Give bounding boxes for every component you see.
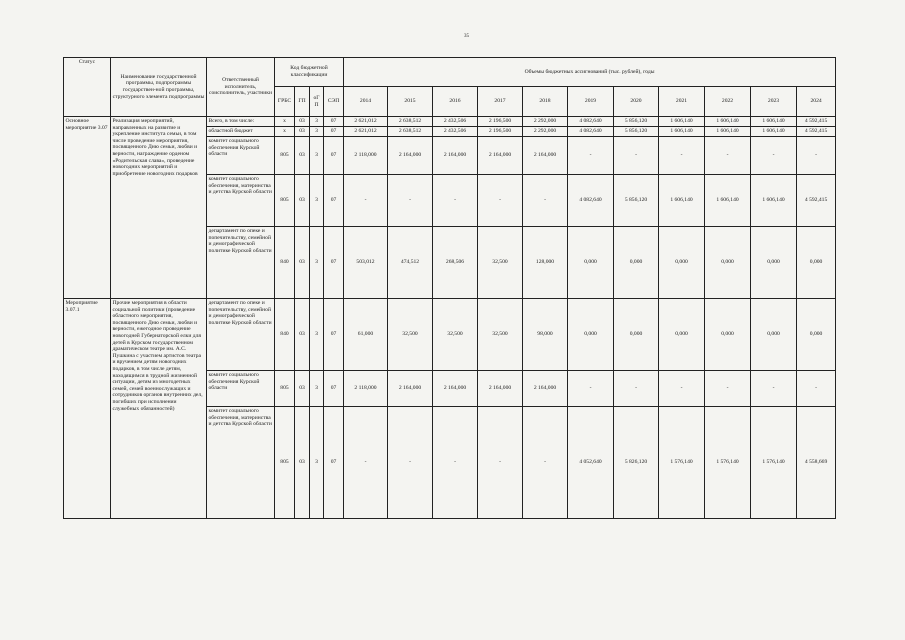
row-gp: 03 [295,117,310,127]
value-cell: 2 196,500 [478,127,523,137]
header-status: Статус [64,58,111,117]
row-grbs: 805 [275,371,295,407]
value-cell: 4 082,640 [568,127,614,137]
value-cell: 128,000 [523,227,568,299]
value-cell: 1 606,140 [751,127,797,137]
header-year: 2022 [705,87,751,117]
row-sep: 07 [324,175,344,227]
row-responsible: Всего, в том числе: [207,117,275,127]
value-cell: 5 856,120 [614,117,659,127]
value-cell: 2 621,012 [344,117,388,127]
value-cell: - [568,137,614,175]
row-ogp: 3 [310,127,324,137]
value-cell: 0,000 [568,299,614,371]
value-cell: 98,000 [523,299,568,371]
row-sep: 07 [324,117,344,127]
value-cell: 4 082,640 [568,175,614,227]
row-responsible: комитет социального обеспечения, материнства и детства Курской области [207,407,275,519]
value-cell: 2 432,506 [433,127,478,137]
row-grbs: 840 [275,227,295,299]
value-cell: 61,000 [344,299,388,371]
header-grbs: ГРБС [275,87,295,117]
header-year: 2014 [344,87,388,117]
value-cell: - [659,137,705,175]
row-gp: 03 [295,371,310,407]
value-cell: 0,000 [751,299,797,371]
row-ogp: 3 [310,227,324,299]
value-cell: 1 576,140 [751,407,797,519]
value-cell: 4 082,640 [568,117,614,127]
row-responsible: департамент по опеке и попечительству, семейной и демографической политике Курской области [207,299,275,371]
header-year: 2021 [659,87,705,117]
value-cell: 2 292,000 [523,127,568,137]
value-cell: 0,000 [614,299,659,371]
row-grbs: х [275,127,295,137]
row-grbs: 805 [275,407,295,519]
header-responsible: Ответственный исполнитель, соисполнитель, участники [207,58,275,117]
row-sep: 07 [324,371,344,407]
row-sep: 07 [324,127,344,137]
row-responsible: комитет социального обеспечения Курской области [207,137,275,175]
row-grbs: 805 [275,175,295,227]
value-cell: 2 638,512 [388,127,433,137]
value-cell: 4 592,415 [797,175,836,227]
value-cell: 2 164,000 [433,371,478,407]
value-cell: 2 638,512 [388,117,433,127]
header-year: 2016 [433,87,478,117]
header-program-name: Наименование государственной программы, подпрограммы государствен-ной программы, структурного элемента подпрограммы [111,58,207,117]
value-cell: 503,012 [344,227,388,299]
value-cell: 2 432,506 [433,117,478,127]
value-cell: 32,500 [433,299,478,371]
row-responsible: областной бюджет [207,127,275,137]
row-gp: 03 [295,299,310,371]
header-sep: СЭП [324,87,344,117]
row-responsible: департамент по опеке и попечительству, семейной и демографической политике Курской области [207,227,275,299]
value-cell: - [344,407,388,519]
section-status: Основное мероприятие 3.07 [64,117,111,299]
row-gp: 03 [295,175,310,227]
value-cell: 0,000 [797,227,836,299]
row-ogp: 3 [310,117,324,127]
value-cell: 5 826,120 [614,407,659,519]
value-cell: 0,000 [659,227,705,299]
value-cell: 1 576,140 [705,407,751,519]
section-name: Прочие мероприятия в области социальной политики (проведение областного мероприятия, посвященного Дню семьи, любви и верности, ежегодное проведение новогодней Губернаторской елки для детей в Курском государственном драматическом театре им. А.С. Пушкина с участием артистов театра и вручением детям новогодних подарков, в том числе детям, находящимся в трудной жизненной ситуации, детям из многодетных семей, семей военнослужащих и сотрудников органов внутренних дел, погибших при исполнении служебных обязанностей) [111,299,207,519]
value-cell: 0,000 [614,227,659,299]
value-cell: - [751,137,797,175]
value-cell: - [433,175,478,227]
row-grbs: 840 [275,299,295,371]
value-cell: - [478,175,523,227]
section-name: Реализация мероприятий, направленных на развитие и укрепление института семьи, в том числе проведение мероприятия, посвященного Дню семьи, любви и верности, награждение орденом «Родительская слава», проведение новогодних мероприятий и приобретение новогодних подарков [111,117,207,299]
value-cell: - [568,371,614,407]
value-cell: - [388,175,433,227]
header-year: 2019 [568,87,614,117]
value-cell: 2 118,000 [344,137,388,175]
value-cell: 0,000 [568,227,614,299]
value-cell: - [797,371,836,407]
value-cell: - [433,407,478,519]
header-ogp: оГП [310,87,324,117]
value-cell: 474,512 [388,227,433,299]
value-cell: 4 592,415 [797,127,836,137]
value-cell: 2 164,000 [433,137,478,175]
page-number: 35 [464,34,469,39]
header-year: 2018 [523,87,568,117]
value-cell: 1 576,140 [659,407,705,519]
header-year: 2015 [388,87,433,117]
value-cell: 2 196,500 [478,117,523,127]
row-gp: 03 [295,137,310,175]
value-cell: 4 592,415 [797,117,836,127]
value-cell: 1 606,140 [705,117,751,127]
value-cell: 2 164,000 [478,137,523,175]
row-gp: 03 [295,407,310,519]
row-responsible: комитет социального обеспечения Курской области [207,371,275,407]
value-cell: 2 164,000 [523,371,568,407]
value-cell: 1 606,140 [659,117,705,127]
value-cell: - [659,371,705,407]
value-cell: - [705,371,751,407]
row-ogp: 3 [310,407,324,519]
value-cell: 2 164,000 [523,137,568,175]
value-cell: 2 621,012 [344,127,388,137]
row-grbs: 805 [275,137,295,175]
row-ogp: 3 [310,137,324,175]
header-budget-volumes: Объемы бюджетных ассигнований (тыс. рублей), годы [344,58,836,87]
value-cell: - [751,371,797,407]
value-cell: 5 856,120 [614,127,659,137]
value-cell: 0,000 [797,299,836,371]
value-cell: - [388,407,433,519]
value-cell: 0,000 [751,227,797,299]
value-cell: 268,506 [433,227,478,299]
value-cell: - [344,175,388,227]
header-year: 2020 [614,87,659,117]
row-grbs: х [275,117,295,127]
row-ogp: 3 [310,299,324,371]
header-year: 2024 [797,87,836,117]
value-cell: - [614,137,659,175]
value-cell: 2 292,000 [523,117,568,127]
value-cell: 1 606,140 [659,175,705,227]
value-cell: 0,000 [659,299,705,371]
row-gp: 03 [295,127,310,137]
value-cell: 32,500 [478,299,523,371]
header-budget-code: Код бюджетной классификации [275,58,344,87]
value-cell: 2 118,000 [344,371,388,407]
budget-table [63,57,836,519]
value-cell: 2 164,000 [478,371,523,407]
row-sep: 07 [324,299,344,371]
value-cell: 1 606,140 [751,175,797,227]
section-status: Мероприятие 3.07.1 [64,299,111,519]
value-cell: 1 606,140 [659,127,705,137]
row-ogp: 3 [310,371,324,407]
value-cell: 1 606,140 [751,117,797,127]
header-year: 2017 [478,87,523,117]
value-cell: 2 164,000 [388,371,433,407]
header-gp: ГП [295,87,310,117]
row-sep: 07 [324,227,344,299]
value-cell: 1 606,140 [705,175,751,227]
row-sep: 07 [324,407,344,519]
value-cell: - [478,407,523,519]
row-sep: 07 [324,137,344,175]
value-cell: 0,000 [705,227,751,299]
row-gp: 03 [295,227,310,299]
value-cell: 1 606,140 [705,127,751,137]
value-cell: 2 164,000 [388,137,433,175]
value-cell: 32,500 [388,299,433,371]
value-cell: - [523,407,568,519]
value-cell: - [614,371,659,407]
value-cell: 0,000 [705,299,751,371]
value-cell: - [523,175,568,227]
value-cell: - [705,137,751,175]
value-cell: 4 558,669 [797,407,836,519]
value-cell: 4 052,640 [568,407,614,519]
header-year: 2023 [751,87,797,117]
value-cell: - [797,137,836,175]
value-cell: 32,500 [478,227,523,299]
row-responsible: комитет социального обеспечения, материнства и детства Курской области [207,175,275,227]
value-cell: 5 856,120 [614,175,659,227]
row-ogp: 3 [310,175,324,227]
